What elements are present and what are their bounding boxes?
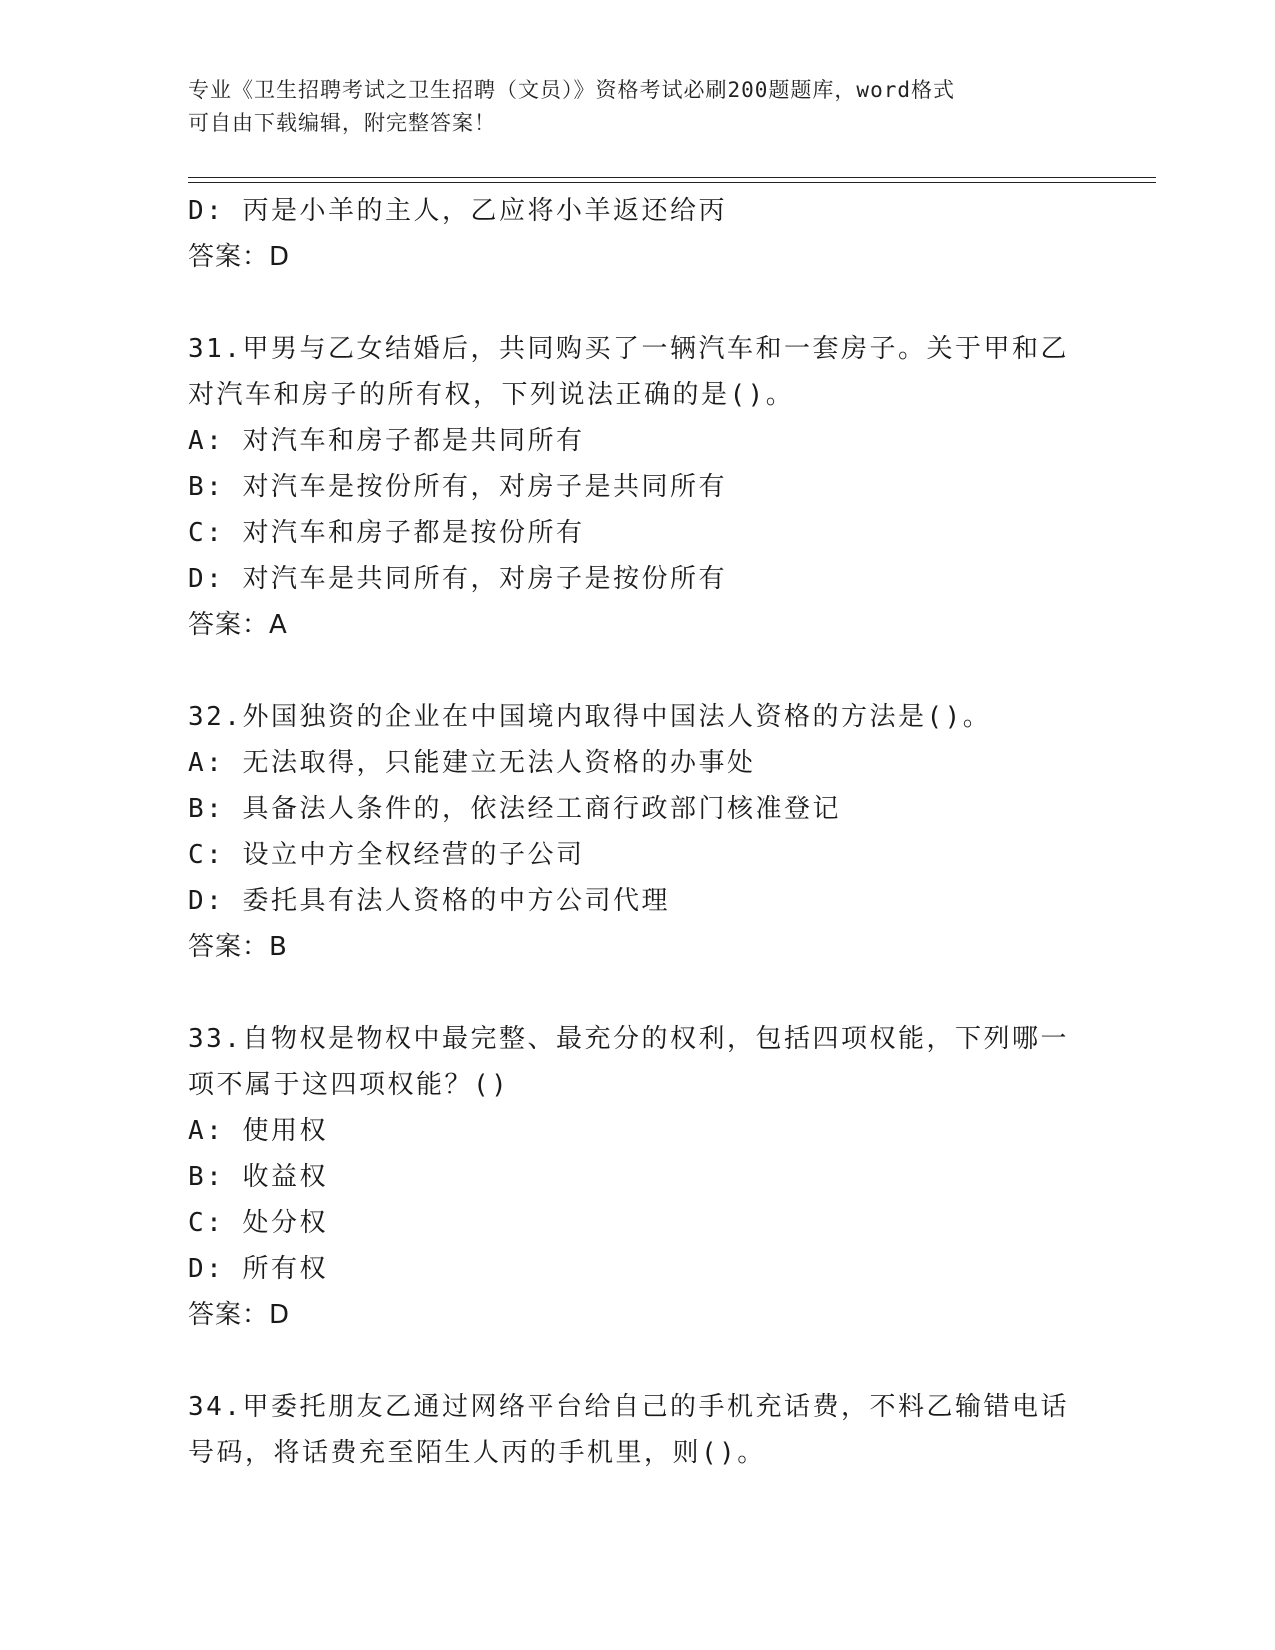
answer-line: 答案：A <box>188 610 288 640</box>
option-b: B: 收益权 <box>188 1162 328 1192</box>
question-stem: 号码，将话费充至陌生人丙的手机里，则()。 <box>188 1438 766 1468</box>
question-block-30 <box>188 188 1088 280</box>
question-block-31 <box>188 326 1088 648</box>
header-line-2: 可自由下载编辑，附完整答案！ <box>188 111 496 135</box>
option-d: D: 所有权 <box>188 1254 328 1284</box>
option-c: C: 设立中方全权经营的子公司 <box>188 840 585 870</box>
question-stem: 33.自物权是物权中最完整、最充分的权利，包括四项权能，下列哪一 <box>188 1024 1069 1054</box>
option-c: C: 对汽车和房子都是按份所有 <box>188 518 585 548</box>
option-c: C: 处分权 <box>188 1208 328 1238</box>
question-stem: 对汽车和房子的所有权，下列说法正确的是()。 <box>188 380 795 410</box>
document-header <box>188 74 1068 140</box>
question-block-34 <box>188 1384 1088 1476</box>
option-a: A: 对汽车和房子都是共同所有 <box>188 426 585 456</box>
question-block-33 <box>188 1016 1088 1338</box>
header-line-1: 专业《卫生招聘考试之卫生招聘（文员）》资格考试必刷200题题库，word格式 <box>188 78 955 102</box>
option-d: D: 委托具有法人资格的中方公司代理 <box>188 886 670 916</box>
option-d: D: 丙是小羊的主人，乙应将小羊返还给丙 <box>188 196 727 226</box>
option-a: A: 无法取得，只能建立无法人资格的办事处 <box>188 748 756 778</box>
option-b: B: 对汽车是按份所有，对房子是共同所有 <box>188 472 727 502</box>
answer-line: 答案：D <box>188 242 291 272</box>
question-stem: 31.甲男与乙女结婚后，共同购买了一辆汽车和一套房子。关于甲和乙 <box>188 334 1069 364</box>
header-rule-bottom <box>188 182 1156 183</box>
option-d: D: 对汽车是共同所有，对房子是按份所有 <box>188 564 727 594</box>
question-stem: 34.甲委托朋友乙通过网络平台给自己的手机充话费，不料乙输错电话 <box>188 1392 1069 1422</box>
question-stem: 项不属于这四项权能？() <box>188 1070 510 1100</box>
header-rule-top <box>188 177 1156 178</box>
option-a: A: 使用权 <box>188 1116 328 1146</box>
question-list <box>188 188 1088 1476</box>
answer-line: 答案：D <box>188 1300 291 1330</box>
answer-line: 答案：B <box>188 932 288 962</box>
question-block-32 <box>188 694 1088 970</box>
option-b: B: 具备法人条件的，依法经工商行政部门核准登记 <box>188 794 841 824</box>
question-stem: 32.外国独资的企业在中国境内取得中国法人资格的方法是()。 <box>188 702 992 732</box>
